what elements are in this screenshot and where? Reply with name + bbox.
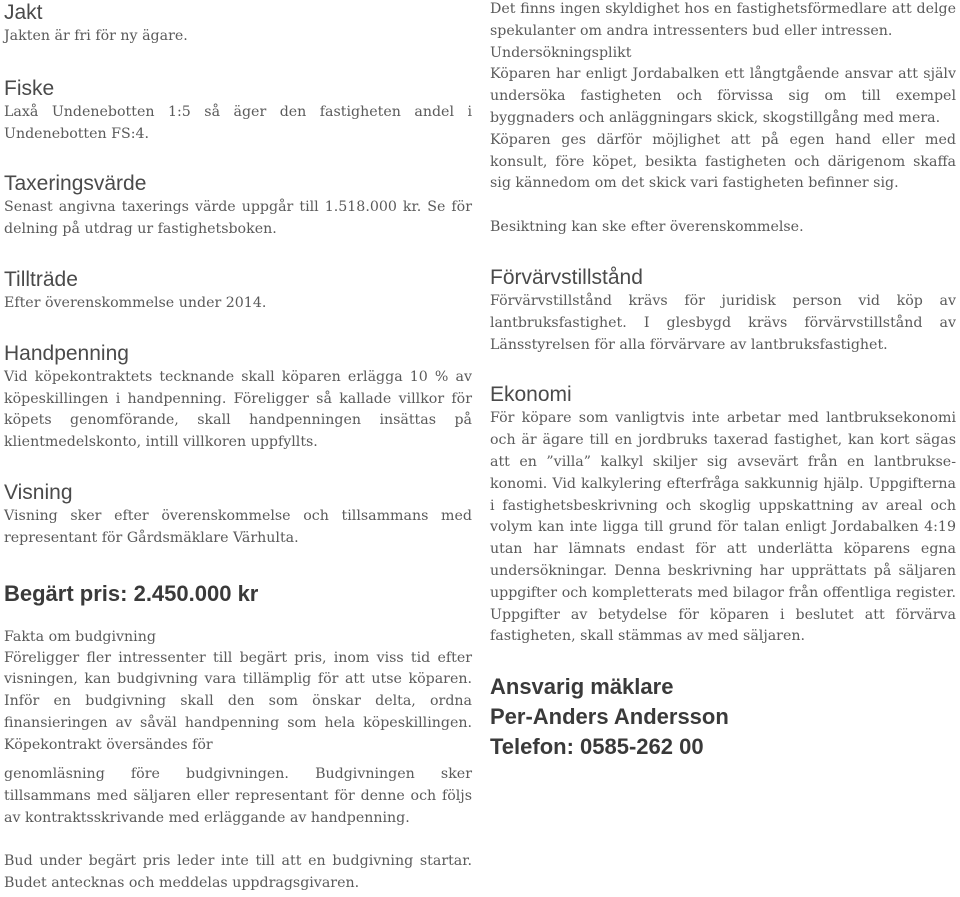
text-visning: Visning sker efter överenskommelse och tillsammans med representant för Gårdsmäklare Värhulta. <box>4 507 472 546</box>
text-tilltrade: Efter överenskommelse under 2014. <box>4 294 267 311</box>
text-forvarvstillstand: Förvärvstillstånd krävs för juridisk person vid köp av lantbruksfastighet. I glesbygd krävs förvärvstillstånd av Länsstyrelsen för alla förvärvare av lantbruksfastighet. <box>490 292 956 353</box>
heading-taxeringsvarde: Taxeringsvärde <box>4 172 147 196</box>
text-intro: Det finns ingen skyldighet hos en fastighetsförmedlare att delge spekulanter om andra intressenters bud eller intressen. <box>490 1 956 39</box>
heading-handpenning: Handpenning <box>4 341 129 365</box>
asking-price: Begärt pris: 2.450.000 kr <box>4 580 259 606</box>
heading-visning: Visning <box>4 480 73 504</box>
right-column <box>490 0 956 762</box>
text-besiktning: Besiktning kan ske efter överenskommelse. <box>490 219 804 236</box>
heading-fiske: Fiske <box>4 76 55 100</box>
text-fiske: Laxå Undenebotten 1:5 så äger den fastigheten andel i Undenebotten FS:4. <box>4 103 472 142</box>
heading-tilltrade: Tillträde <box>4 267 78 291</box>
section-tilltrade <box>4 267 472 315</box>
heading-ekonomi: Ekonomi <box>490 383 572 407</box>
contact-phone: Telefon: 0585-262 00 <box>490 734 704 760</box>
heading-budgivning: Fakta om budgivning <box>4 628 156 645</box>
text-bud-under-pris: Bud under begärt pris leder inte till att en budgivning startar. Budet antecknas och meddelas uppdragsgivaren. <box>4 853 472 892</box>
section-handpenning <box>4 341 472 454</box>
left-column <box>4 0 472 757</box>
bottom-text-block <box>4 764 472 895</box>
contact-block <box>490 672 956 762</box>
section-jakt <box>4 0 472 48</box>
section-visning <box>4 480 472 550</box>
section-budgivning <box>4 626 472 757</box>
heading-jakt: Jakt <box>4 1 43 24</box>
text-budgivning-continued: genomläsning före budgivningen. Budgivningen sker tillsammans med säljaren eller representant för denne och följs av kontraktsskrivande med erläggande av handpenning. <box>4 766 472 826</box>
heading-forvarvstillstand: Förvärvstillstånd <box>490 265 643 289</box>
section-forvarvstillstand <box>490 265 956 356</box>
heading-undersokningsplikt: Undersökningsplikt <box>490 44 632 61</box>
text-ekonomi: För köpare som vanligtvis inte arbetar med lantbruksekonomi och är ägare till en jordbruks taxerad fastighet, kan kort sägas att en ”villa” kalkyl skiljer sig avsevärt från en lantbruksekonomi. Vid kalkylering efterfråga sakkunnig hjälp. Uppgifterna i fastighetsbeskrivning och skoglig uppskattning av areal och volym kan inte ligga till grund för talan enligt Jordabalken 4:19 utan har lämnats endast för att underlätta köparens egna undersökningar. Denna beskrivning har upprättats på säljaren uppgifter och kompletterats med bilagor från offentliga register. Uppgifter av betydelse för köparen i beslutet att förvärva fastigheten, skall stämmas av med säljaren. <box>490 410 956 645</box>
section-fiske <box>4 76 472 146</box>
section-ekonomi <box>490 382 956 648</box>
contact-name: Per-Anders Andersson <box>490 704 729 730</box>
contact-label: Ansvarig mäklare <box>490 674 674 700</box>
text-jakt: Jakten är fri för ny ägare. <box>4 28 188 44</box>
text-handpenning: Vid köpekontraktets tecknande skall köparen erlägga 10 % av köpeskillingen i handpenning. Föreligger så kallade villkor för köpets genomförande, skall handpenningen insättas på klientmedelskonto, intill villkoren uppfyllts. <box>4 368 472 451</box>
text-undersokning-2: Köparen ges därför möjlighet att på egen hand eller med konsult, före köpet, besikta fastigheten och därigenom skaffa sig kännedom om det skick vari fastigheten befinner sig. <box>490 131 956 192</box>
text-undersokning-1: Köparen har enligt Jordabalken ett långtgående ansvar att själv undersöka fastigheten och förvissa sig om till exempel byggnaders och anläggningars skick, skogstillgång med mera. <box>490 66 956 126</box>
text-taxeringsvarde: Senast angivna taxerings värde uppgår till 1.518.000 kr. Se för delning på utdrag ur fastighetsboken. <box>4 199 472 238</box>
text-budgivning: Föreligger fler intressenter till begärt pris, inom viss tid efter visningen, kan budgivning vara tillämplig för att utse köparen. Inför en budgivning skall den som önskar delta, ordna finansieringen av såväl handpenning som hela köpeskillingen. Köpekontrakt översändes för <box>4 649 472 753</box>
section-taxeringsvarde <box>4 171 472 241</box>
